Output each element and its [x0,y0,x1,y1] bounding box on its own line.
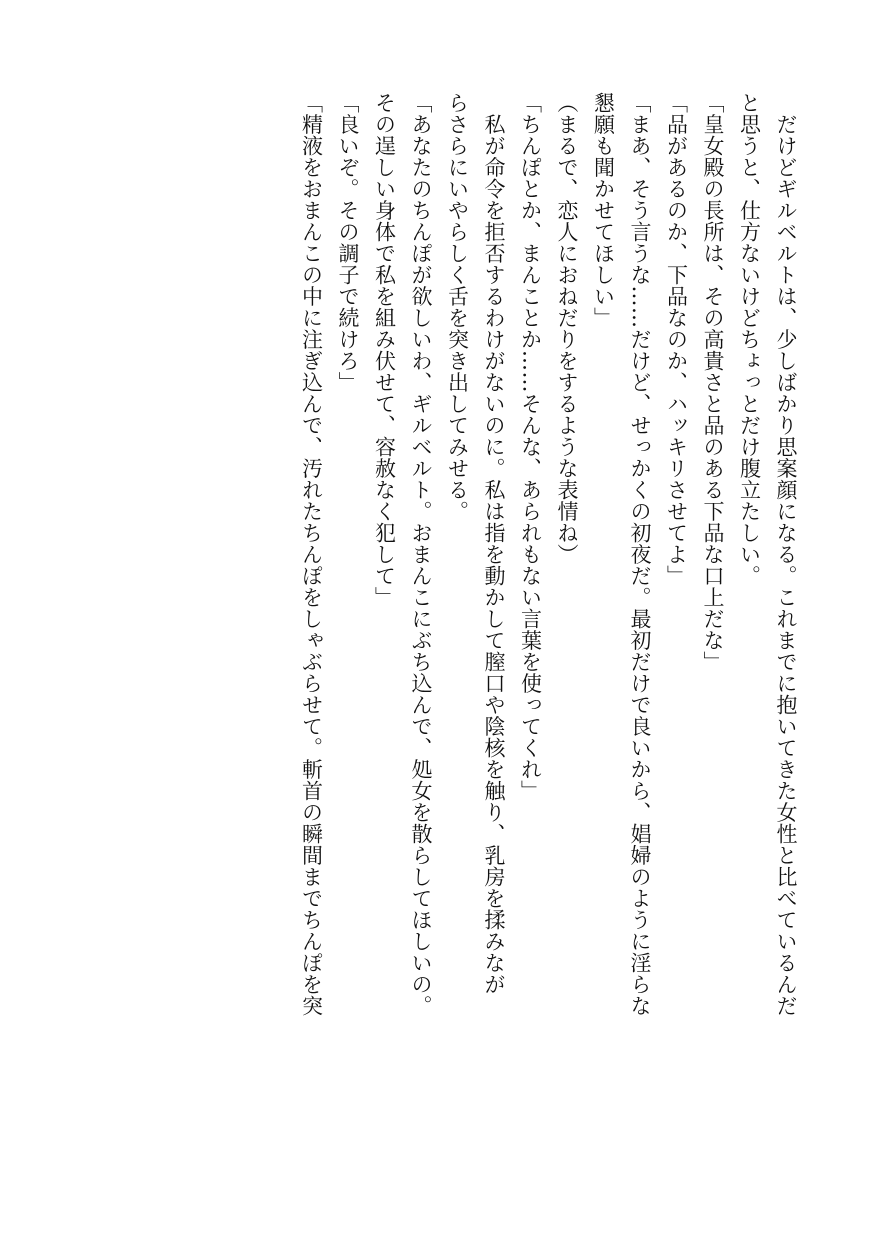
text-line-4: 「品があるのか、下品なのか、ハッキリさせてよ」 [664,92,689,587]
text-line-1: だけどギルベルトは、少しばかり思案顔になる。これまでに抱いてきた女性と比べているんだ [774,92,798,1017]
text-line-14: 「精液をおまんこの中に注ぎ込んで、汚れたちんぽをしゃぶらせて。斬首の瞬間までちんぽを突 [299,92,324,1017]
vertical-text-body [293,92,804,1142]
text-line-7: （まるで、恋人におねだりをするような表情ね） [555,92,579,565]
text-line-8: 「ちんぽとか、まんことか……そんな、あられもない言葉を使ってくれ」 [518,92,543,802]
text-line-11: 「あなたのちんぽが欲しいわ、ギルベルト。おまんこにぶち込んで、処女を散らしてほしいの。 [409,92,433,1017]
text-line-13: 「良いぞ。その調子で続けろ」 [336,92,360,393]
text-line-10: らさらにいやらしく舌を突き出してみせる。 [445,92,470,522]
text-line-5: 「まあ、そう言うな……だけど、せっかくの初夜だ。最初だけで良いから、娼婦のように淫らな [628,92,652,1017]
text-line-6: 懇願も聞かせてほしい」 [591,92,616,329]
text-line-9: 私が命令を拒否するわけがないのに。私は指を動かして膣口や陰核を触り、乳房を揉みなが [482,92,506,995]
text-line-3: 「皇女殿の長所は、その高貴さと品のある下品な口上だな」 [701,92,725,673]
text-line-12: その逞しい身体で私を組み伏せて、容赦なく犯して」 [372,92,397,608]
text-line-2: と思うと、仕方ないけどちょっとだけ腹立たしい。 [737,92,762,587]
